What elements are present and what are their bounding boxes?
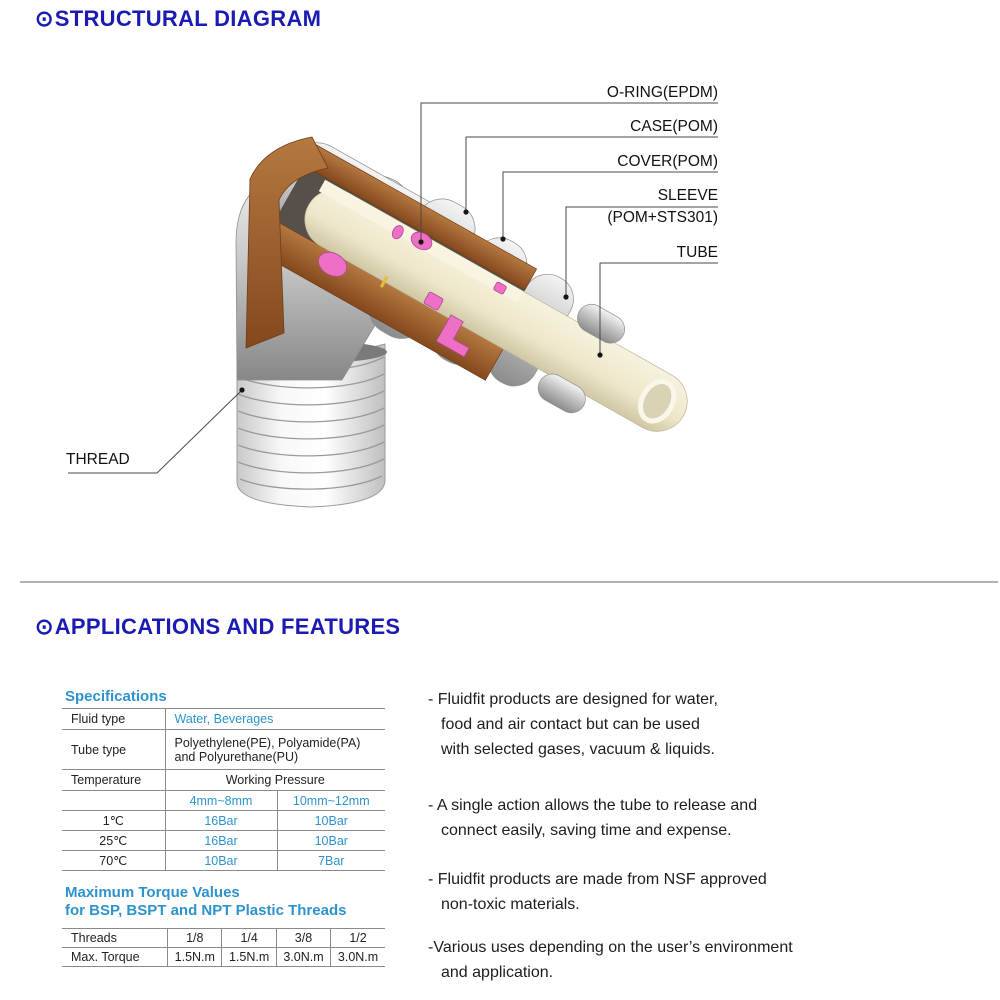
torque-header-4: 1/2 [331, 929, 385, 948]
spec-size-col-1: 4mm~8mm [165, 791, 277, 811]
spec-temp-2: 70℃ [62, 851, 165, 871]
spec-temp-1: 25℃ [62, 831, 165, 851]
torque-value-4: 3.0N.m [331, 948, 385, 967]
feature-item-2 [428, 793, 757, 843]
feature-line: with selected gases, vacuum & liquids. [441, 741, 715, 758]
torque-header-1: 1/8 [168, 929, 222, 948]
table-row [62, 929, 385, 948]
feature-line: connect easily, saving time and expense. [441, 822, 732, 839]
leader-cover [503, 172, 718, 239]
section-title-applications [35, 614, 400, 640]
spec-working-pressure-label: Working Pressure [165, 770, 385, 791]
label-case: CASE(POM) [630, 118, 718, 135]
torque-value-0: Max. Torque [62, 948, 168, 967]
section-title-text: STRUCTURAL DIAGRAM [54, 6, 322, 31]
torque-title-line2: for BSP, BSPT and NPT Plastic Threads [65, 902, 347, 919]
torque-header-2: 1/4 [222, 929, 276, 948]
table-row [62, 811, 385, 831]
spec-table-title: Specifications [65, 688, 167, 705]
structural-diagram-illustration [60, 80, 740, 520]
feature-line: - Fluidfit products are designed for water, [428, 691, 718, 708]
torque-table-title [65, 884, 346, 920]
feature-line: -Various uses depending on the user’s environment [428, 939, 793, 956]
section-bullet-icon: ⊙ [35, 614, 54, 639]
spec-p1012-2: 7Bar [277, 851, 385, 871]
spec-p48-2: 10Bar [165, 851, 277, 871]
feature-item-3 [428, 867, 767, 917]
feature-line: non-toxic materials. [441, 896, 580, 913]
feature-item-4 [428, 935, 793, 985]
spec-p1012-1: 10Bar [277, 831, 385, 851]
spec-temp-0: 1℃ [62, 811, 165, 831]
feature-line: food and air contact but can be used [441, 716, 700, 733]
feature-line: - A single action allows the tube to release and [428, 797, 758, 814]
section-bullet-icon: ⊙ [35, 6, 54, 31]
label-cover: COVER(POM) [617, 153, 718, 170]
spec-p48-1: 16Bar [165, 831, 277, 851]
table-row [62, 709, 385, 730]
spec-fluid-type-label: Fluid type [62, 709, 165, 730]
spec-empty-cell [62, 791, 165, 811]
feature-line: - Fluidfit products are made from NSF approved [428, 871, 767, 888]
table-row [62, 730, 385, 770]
torque-value-3: 3.0N.m [276, 948, 330, 967]
table-row [62, 791, 385, 811]
spec-p48-0: 16Bar [165, 811, 277, 831]
torque-value-1: 1.5N.m [168, 948, 222, 967]
torque-table [62, 928, 385, 967]
table-row [62, 948, 385, 967]
table-row [62, 851, 385, 871]
spec-temperature-label: Temperature [62, 770, 165, 791]
specifications-table [62, 708, 385, 871]
label-sleeve-line1: SLEEVE [657, 187, 718, 204]
spec-fluid-type-value: Water, Beverages [165, 709, 385, 730]
torque-header-0: Threads [62, 929, 168, 948]
table-row [62, 831, 385, 851]
spec-p1012-0: 10Bar [277, 811, 385, 831]
spec-tube-type-value: Polyethylene(PE), Polyamide(PA) and Polyurethane(PU) [165, 730, 385, 770]
spec-size-col-2: 10mm~12mm [277, 791, 385, 811]
section-divider [20, 581, 998, 583]
torque-title-line1: Maximum Torque Values [65, 884, 240, 901]
section-title-structural-diagram [35, 6, 321, 32]
torque-header-3: 3/8 [276, 929, 330, 948]
spec-tube-type-label: Tube type [62, 730, 165, 770]
label-sleeve-line2: (POM+STS301) [607, 209, 718, 226]
table-row [62, 770, 385, 791]
label-tube: TUBE [676, 244, 718, 261]
feature-item-1 [428, 687, 718, 762]
torque-value-2: 1.5N.m [222, 948, 276, 967]
label-oring: O-RING(EPDM) [606, 84, 718, 101]
feature-line: and application. [441, 964, 554, 981]
label-thread: THREAD [66, 451, 130, 468]
section-title-text: APPLICATIONS AND FEATURES [54, 614, 401, 639]
